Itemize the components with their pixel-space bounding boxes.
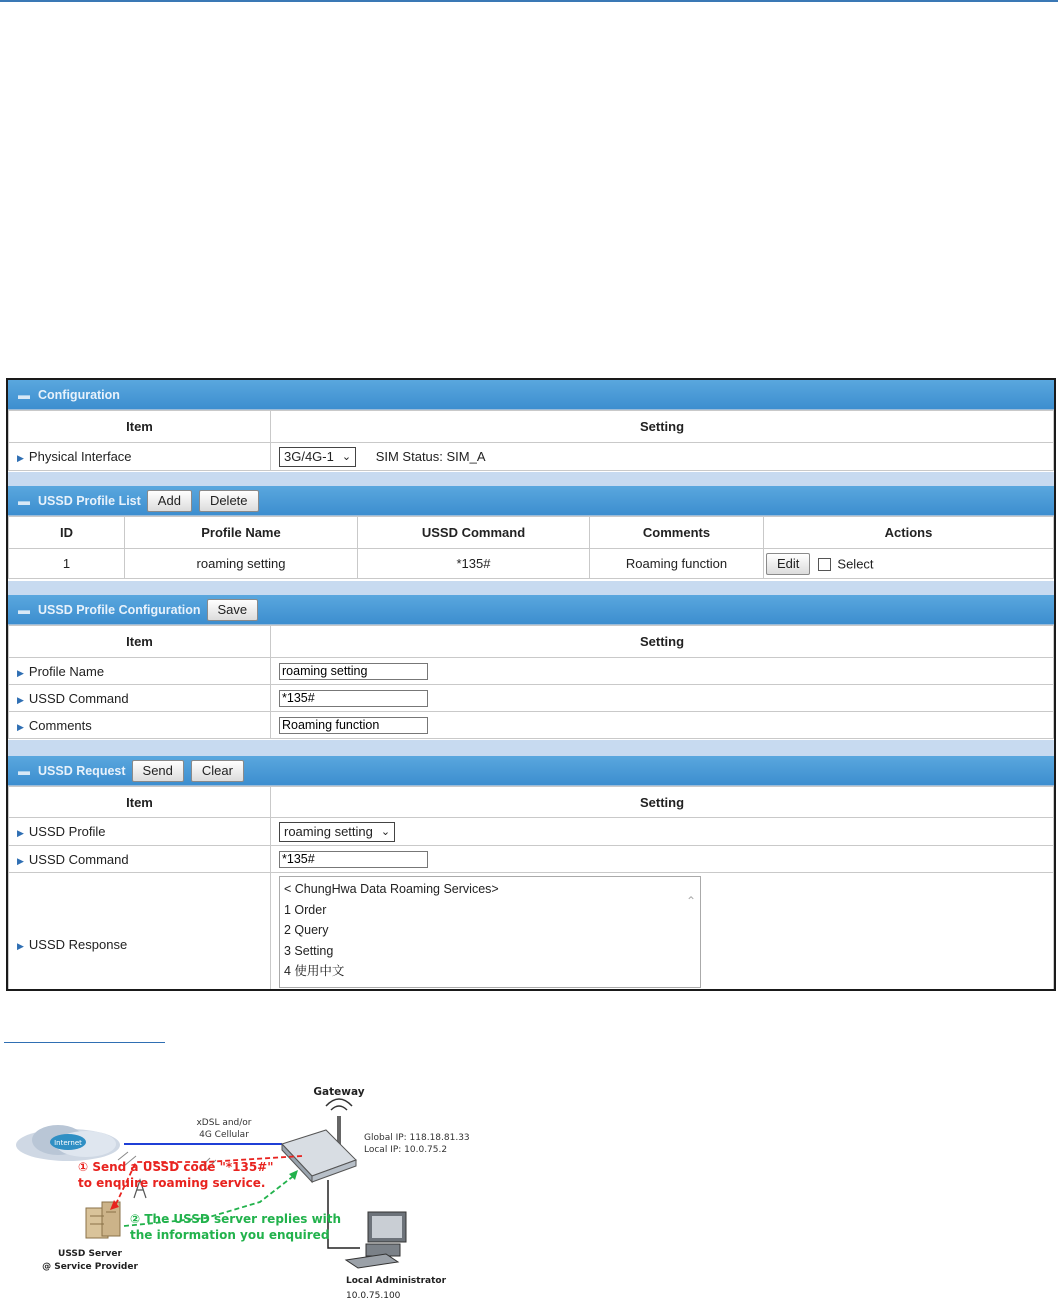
- response-line: 2 Query: [284, 923, 329, 937]
- ussd-profile-select[interactable]: roaming setting ⌄: [279, 822, 395, 842]
- column-header-item: Item: [9, 787, 271, 818]
- ussd-command-field[interactable]: [279, 851, 428, 868]
- interface-select[interactable]: 3G/4G-1 ⌄: [279, 447, 356, 467]
- collapse-icon[interactable]: ▬: [18, 763, 30, 778]
- chevron-down-icon: ⌄: [341, 451, 352, 463]
- configuration-section: [8, 380, 1054, 472]
- section-title: USSD Request: [38, 763, 126, 778]
- response-line: 1 Order: [284, 902, 327, 917]
- add-button[interactable]: Add: [147, 490, 192, 512]
- collapse-icon[interactable]: ▬: [18, 387, 30, 402]
- response-line: 4 使用中文: [284, 964, 345, 978]
- gateway-label: Gateway: [313, 1086, 365, 1098]
- link-label-2: 4G Cellular: [199, 1130, 249, 1140]
- hyperlink-underline: [4, 1042, 165, 1043]
- column-header-profile-name: Profile Name: [125, 517, 358, 549]
- ussd-request-section: [8, 756, 1054, 991]
- section-title: USSD Profile List: [38, 493, 141, 508]
- column-header-item: Item: [9, 626, 271, 658]
- server-label: USSD Server: [58, 1249, 122, 1259]
- ussd-response-textarea[interactable]: [279, 876, 701, 988]
- top-rule: [0, 0, 1058, 2]
- internet-cloud-icon: [16, 1125, 120, 1161]
- delete-button[interactable]: Delete: [199, 490, 259, 512]
- row-setting: [271, 443, 1054, 471]
- row-label: ▶ USSD Command: [9, 846, 271, 873]
- response-line: < ChungHwa Data Roaming Services>: [284, 882, 499, 896]
- cell-tower-icon: [118, 1152, 216, 1198]
- admin-ip: 10.0.75.100: [346, 1291, 401, 1301]
- cell-id: 1: [9, 549, 125, 579]
- save-button[interactable]: Save: [207, 599, 259, 621]
- chevron-down-icon: ⌄: [380, 826, 391, 838]
- column-header-setting: Setting: [271, 787, 1054, 818]
- ussd-network-diagram: [6, 1070, 486, 1310]
- section-title: USSD Profile Configuration: [38, 602, 201, 617]
- link-label-1: xDSL and/or: [196, 1118, 252, 1128]
- select-checkbox[interactable]: [818, 558, 831, 571]
- profile-configuration-header: [8, 595, 1054, 625]
- row-label: ▶ USSD Response: [9, 873, 271, 991]
- computer-icon: [346, 1212, 406, 1268]
- response-line: 3 Setting: [284, 943, 334, 958]
- comments-field[interactable]: [279, 717, 428, 734]
- send-button[interactable]: Send: [132, 760, 184, 782]
- column-header-setting: Setting: [271, 411, 1054, 443]
- column-header-setting: Setting: [271, 626, 1054, 658]
- column-header-actions: Actions: [764, 517, 1054, 549]
- cell-comments: Roaming function: [590, 549, 764, 579]
- configuration-header: [8, 380, 1054, 410]
- scroll-up-icon[interactable]: ⌃: [685, 894, 696, 908]
- profile-list-section: [8, 486, 1054, 581]
- column-header-id: ID: [9, 517, 125, 549]
- cell-ussd-command: *135#: [358, 549, 590, 579]
- global-ip: Global IP: 118.18.81.33: [364, 1133, 470, 1143]
- row-label: ▶ USSD Command: [9, 685, 271, 712]
- arrow-icon: ▶: [17, 855, 24, 866]
- arrow-icon: ▶: [17, 721, 24, 732]
- step2-text-1: ② The USSD server replies with: [130, 1212, 342, 1226]
- cell-profile-name: roaming setting: [125, 549, 358, 579]
- arrow-icon: ▶: [17, 694, 24, 705]
- server-provider-label: @ Service Provider: [42, 1262, 138, 1272]
- collapse-icon[interactable]: ▬: [18, 602, 30, 617]
- sim-status: SIM Status: SIM_A: [375, 449, 486, 464]
- column-header-comments: Comments: [590, 517, 764, 549]
- cell-actions: [764, 549, 1054, 579]
- row-label: ▶ USSD Profile: [9, 818, 271, 846]
- profile-list-header: [8, 486, 1054, 516]
- arrow-icon: ▶: [17, 453, 24, 463]
- profile-configuration-section: [8, 595, 1054, 740]
- collapse-icon[interactable]: ▬: [18, 493, 30, 508]
- column-header-item: Item: [9, 411, 271, 443]
- row-label: ▶ Physical Interface: [9, 443, 271, 471]
- arrow-icon: ▶: [17, 828, 24, 838]
- row-label: ▶ Profile Name: [9, 658, 271, 685]
- arrow-icon: ▶: [17, 667, 24, 678]
- clear-button[interactable]: Clear: [191, 760, 244, 782]
- column-header-ussd-command: USSD Command: [358, 517, 590, 549]
- row-label: ▶ Comments: [9, 712, 271, 739]
- table-row: [9, 549, 1054, 579]
- ussd-settings-panel: [6, 378, 1056, 991]
- local-ip: Local IP: 10.0.75.2: [364, 1145, 448, 1155]
- step1-text-2: to enquire roaming service.: [78, 1176, 266, 1190]
- edit-button[interactable]: Edit: [766, 553, 810, 575]
- arrow-icon: ▶: [17, 941, 24, 951]
- ussd-command-field[interactable]: [279, 690, 428, 707]
- internet-label: Internet: [54, 1139, 82, 1147]
- step1-text-1: ① Send a USSD code "*135#": [78, 1160, 274, 1174]
- admin-label: Local Administrator: [346, 1276, 447, 1286]
- section-title: Configuration: [38, 387, 120, 402]
- select-label: Select: [837, 556, 874, 571]
- ussd-request-header: [8, 756, 1054, 786]
- step2-text-2: the information you enquired: [130, 1228, 330, 1242]
- profile-name-field[interactable]: [279, 663, 428, 680]
- gateway-router-icon: [282, 1099, 356, 1182]
